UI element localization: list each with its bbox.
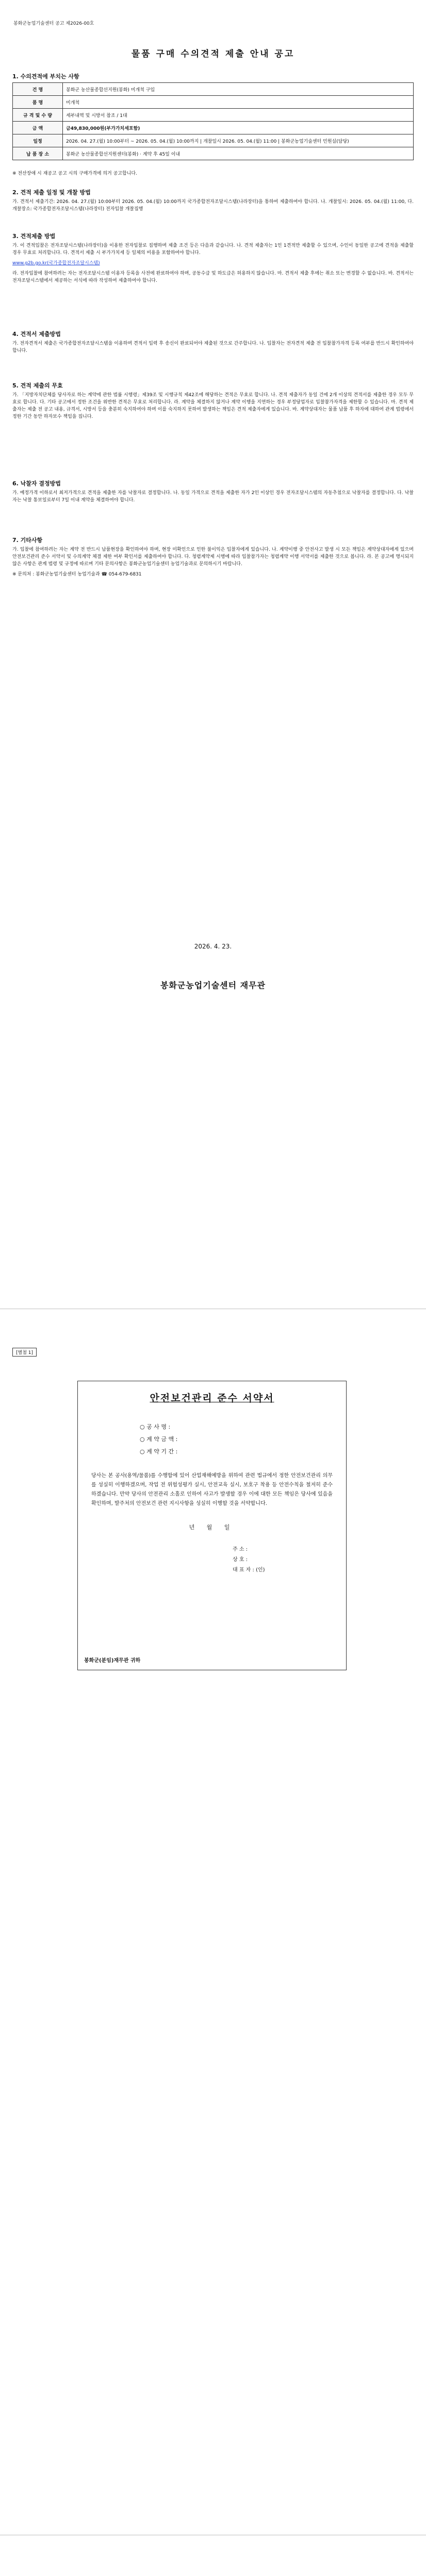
section-4-title: 4. 견적서 제출방법 (12, 331, 61, 337)
row-value: 세부내역 및 시방서 참조 / 1대 (63, 109, 414, 122)
table-row (13, 134, 414, 147)
section-3-title: 3. 견적제출 방법 (12, 233, 56, 240)
table-row (13, 96, 414, 109)
sign-ceo: 대 표 자 : (인) (233, 1567, 265, 1573)
table-row (13, 83, 414, 96)
row-value: 금49,830,000원(부가가치세포함) (63, 122, 414, 134)
pledge-date: 년 월 일 (189, 1524, 235, 1531)
section-2-body (12, 198, 414, 216)
paragraph: 가. 「지방자치단체를 당사자로 하는 계약에 관한 법률 시행령」제39조 및 시행규칙 제42조에 해당하는 견적은 무효로 합니다. 나. 견적 제출자가 동일 건에 2개 이상의 견적서를 제출한 경우 모두 무효로 합니다. 다. 기타 공고에서 정한 조건을 위반한 견적은 무효로 처리합니다. 라. 계약을 체결하지 않거나 계약 이행을 지연하는 경우 부정당업자로 입찰참가자격을 제한할 수 있습니다. 마. 견적 제출자는 제출 전 공고 내용, 규격서, 시방서 등을 충분히 숙지하여야 하며 이를 숙지하지 못하여 발생하는 책임은 견적 제출자에게 있습니다. 바. 계약상대자는 물품 납품 후 하자에 대하여 관계 법령에서 정한 기간 동안 하자보수 책임을 집니다. (12, 393, 414, 419)
page-title: 물품 구매 수의견적 제출 안내 공고 (131, 49, 295, 59)
document-number: 봉화군농업기술센터 공고 제2026-00호 (13, 21, 94, 26)
issuer-name: 봉화군농업기술센터 재무관 (160, 980, 266, 990)
paragraph: 가. 예정가격 이하로서 최저가격으로 견적을 제출한 자를 낙찰자로 결정합니다. 나. 동일 가격으로 견적을 제출한 자가 2인 이상인 경우 전자조달시스템의 자동추첨으로 낙찰자를 결정합니다. 다. 낙찰자는 낙찰 통보일로부터 7일 이내 계약을 체결하여야 합니다. (12, 490, 414, 503)
field-project: ○ 공 사 명 : (140, 1423, 171, 1430)
pledge-recipient: 봉화군(분임)재무관 귀하 (84, 1658, 141, 1664)
attachment-1-page (0, 1319, 426, 2545)
field-period: ○ 계 약 기 간 : (140, 1448, 178, 1455)
row-value: 미개척 (63, 96, 414, 109)
pledge-signature (233, 1545, 346, 1575)
section-7-title: 7. 기타사항 (12, 537, 43, 544)
note-text: ※ 전산장애 시 재공고 공고 시의 구매가격에 의거 공고합니다. (12, 171, 137, 176)
paragraph: 가. 견적서 제출기간: 2026. 04. 27.(월) 10:00부터 2026. 05. 04.(월) 10:00까지 국가종합전자조달시스템(나라장터)을 통하여 제출하여야 합니다. 나. 개찰일시: 2026. 05. 04.(월) 11:00, 다. 개찰장소: 국가종합전자조달시스템(나라장터) 전자입찰 개찰집행 (12, 199, 414, 212)
row-value: 봉화군 농산물종합선지원센터(봉화) · 계약 후 45일 이내 (63, 147, 414, 160)
row-label: 규 격 및 수 량 (13, 109, 63, 122)
paragraph: 가. 전자견적서 제출은 국가종합전자조달시스템을 이용하며 견적서 입력 후 송신이 완료되어야 제출된 것으로 간주합니다. 나. 입찰자는 전자견적 제출 전 입찰참가자격 등록 여부를 반드시 확인하여야 합니다. (12, 341, 414, 353)
section-6-body (12, 489, 414, 507)
table-row (13, 122, 414, 134)
g2b-link[interactable]: www.g2b.go.kr(국가종합전자조달시스템) (12, 261, 100, 266)
row-value: 2026. 04. 27.(월) 10:00부터 ~ 2026. 05. 04.(월) 10:00까지 | 개찰일시 2026. 05. 04.(월) 11:00 | 봉화군농업기술센터 민원실(담당) (63, 134, 414, 147)
section-5-body (12, 392, 414, 423)
row-value: 봉화군 농산물종합선지원(봉화) 미개척 구입 (63, 83, 414, 96)
row-label: 품 명 (13, 96, 63, 109)
notice-date: 2026. 4. 23. (194, 943, 232, 950)
info-table (12, 82, 414, 160)
sign-company: 상 호 : (233, 1557, 248, 1563)
paragraph: 가. 이 견적입찰은 전자조달시스템(나라장터)을 이용한 전자입찰로 집행하며 제출 조건 등은 다음과 같습니다. 나. 견적 제출자는 1인 1견적만 제출할 수 있으며, 수인이 동일한 공고에 견적을 제출할 경우 무효로 처리합니다. 다. 견적서 제출 시 부가가치세 등 일체의 비용을 포함하여야 합니다. (12, 243, 414, 256)
sign-address: 주 소 : (233, 1547, 248, 1552)
pledge-box (77, 1381, 347, 1670)
table-row (13, 147, 414, 160)
section-2-title: 2. 견적 제출 일정 및 개찰 방법 (12, 189, 91, 196)
field-amount: ○ 계 약 금 액 : (140, 1436, 178, 1443)
attachment-label: [별첨 1] (12, 1348, 37, 1357)
paragraph: 가. 입찰에 참여하려는 자는 계약 전 반드시 납품현장을 확인하여야 하며, 현장 미확인으로 인한 불이익은 입찰자에게 있습니다. 나. 계약이행 중 안전사고 발생 시 모든 책임은 계약상대자에게 있으며 안전보건관리 준수 서약서 및 수의계약 체결 제한 여부 확인서를 제출하여야 합니다. 다. 청렴계약제 시행에 따라 입찰참가자는 청렴계약 이행 서약서를 제출한 것으로 봅니다. 라. 본 공고에 명시되지 않은 사항은 관계 법령 및 규정에 따르며 기타 문의사항은 봉화군농업기술센터 농업기술과로 문의하시기 바랍니다. (12, 547, 414, 567)
section-7-body (12, 546, 414, 581)
row-label: 일정 (13, 134, 63, 147)
pledge-title: 안전보건관리 준수 서약서 (150, 1393, 274, 1404)
table-row (13, 109, 414, 122)
pledge-body: 당사는 본 공사(용역/물품)를 수행함에 있어 산업재해예방을 위하여 관련 법규에서 정한 안전보건관리 의무를 성실히 이행하겠으며, 작업 전 위험성평가 실시, 안전교육 실시, 보호구 착용 등 안전수칙을 철저히 준수하겠습니다. 만약 당사의 안전관리 소홀로 인하여 사고가 발생할 경우 이에 대한 모든 책임은 당사에 있음을 확인하며, 발주처의 안전보건 관련 지시사항을 성실히 이행할 것을 서약합니다. (91, 1473, 333, 1506)
paragraph: 라. 전자입찰에 참여하려는 자는 전자조달시스템 이용자 등록을 사전에 완료하여야 하며, 공동수급 및 하도급은 허용하지 않습니다. 마. 견적서 제출 후에는 취소 또는 변경할 수 없습니다. 바. 견적서는 전자조달시스템에서 제공하는 서식에 따라 작성하여 제출하여야 합니다. (12, 271, 414, 283)
contact-text: ※ 문의처 : 봉화군농업기술센터 농업기술과 ☎ 054-679-6831 (12, 572, 142, 577)
section-6-title: 6. 낙찰자 결정방법 (12, 480, 61, 487)
section-1-note (12, 170, 414, 180)
section-1-title: 1. 수의견적에 부치는 사항 (12, 73, 79, 80)
row-label: 납 품 장 소 (13, 147, 63, 160)
section-5-title: 5. 견적 제출의 무효 (12, 382, 63, 389)
row-label: 건 명 (13, 83, 63, 96)
section-4-body (12, 340, 414, 358)
section-3-body (12, 242, 414, 287)
row-label: 금 액 (13, 122, 63, 134)
attachment-2-page (0, 2545, 426, 2576)
pledge-fields (140, 1421, 346, 1458)
